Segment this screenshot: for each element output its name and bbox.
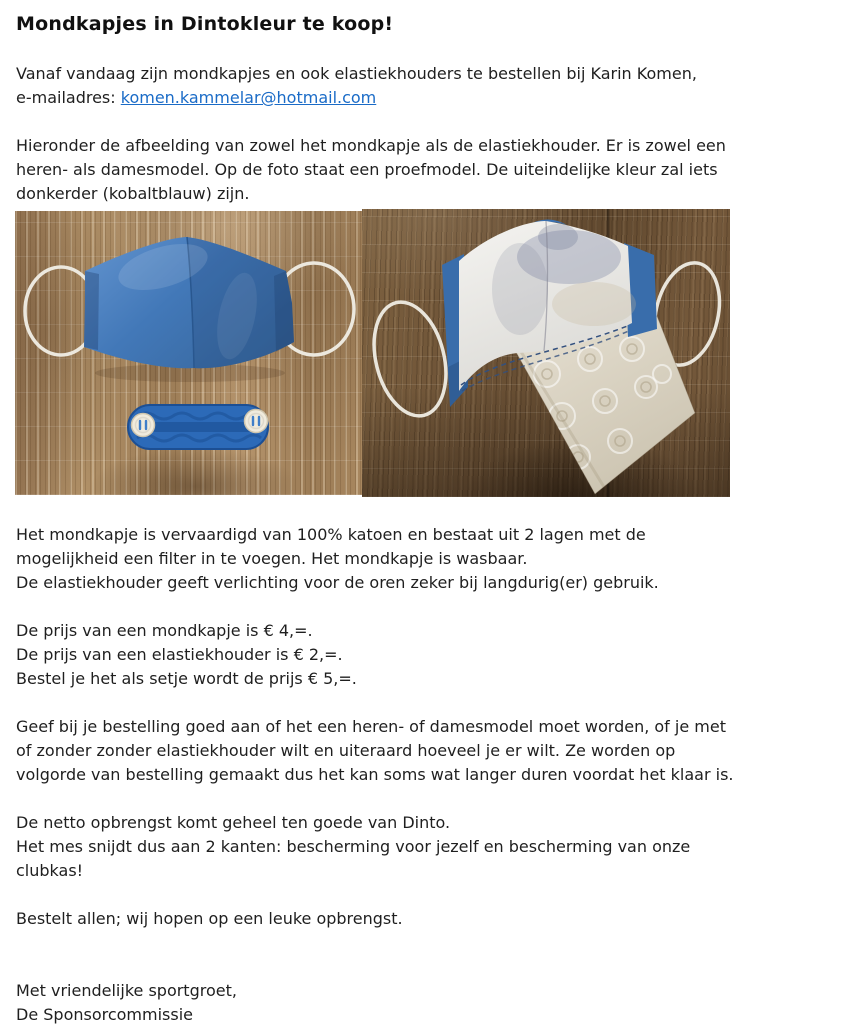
text-line: De elastiekhouder geeft verlichting voor de oren zeker bij langdurig(er) gebruik. (16, 573, 659, 592)
text-line: mogelijkheid een filter in te voegen. Het mondkapje is wasbaar. (16, 549, 528, 568)
text-line: Vanaf vandaag zijn mondkapjes en ook elastiekhouders te bestellen bij Karin Komen, (16, 64, 697, 83)
ear-loop-left (363, 294, 457, 423)
text-line: De netto opbrengst komt geheel ten goede van Dinto. (16, 813, 451, 832)
paragraph-bestelling (16, 715, 826, 787)
text-line: Bestelt allen; wij hopen op een leuke opbrengst. (16, 909, 403, 928)
price-line-elastiekhouder: De prijs van een elastiekhouder is € 2,=. (16, 645, 343, 664)
elastic-holder (128, 405, 268, 449)
paragraph-intro (16, 62, 826, 110)
text-line: volgorde van bestelling gemaakt dus het kan soms wat langer duren voordat het klaar is. (16, 765, 734, 784)
photo-mask-front (15, 211, 362, 495)
text-line: donkerder (kobaltblauw) zijn. (16, 184, 250, 203)
mask-inside-drawing (362, 209, 730, 497)
paragraph-opbrengst (16, 811, 826, 883)
button-left (132, 414, 155, 437)
email-link[interactable]: komen.kammelar@hotmail.com (120, 88, 377, 107)
blue-mask (84, 235, 294, 382)
paragraph-afbeelding (16, 134, 826, 206)
text-line: of zonder zonder elastiekhouder wilt en uiteraard hoeveel je er wilt. Ze worden op (16, 741, 676, 760)
text-line: Geef bij je bestelling goed aan of het een heren- of damesmodel moet worden, of je met (16, 717, 726, 736)
paragraph-materiaal (16, 523, 826, 595)
text-line: Het mes snijdt dus aan 2 kanten: bescherming voor jezelf en bescherming van onze (16, 837, 691, 856)
email-line (16, 86, 826, 110)
page-title: Mondkapjes in Dintokleur te koop! (16, 13, 394, 35)
button-right (245, 410, 268, 433)
text-line: clubkas! (16, 861, 84, 880)
paragraph-prijzen (16, 619, 826, 691)
signature-line: De Sponsorcommissie (16, 1005, 194, 1024)
mask-front-drawing (15, 211, 362, 495)
paragraph-afsluiting (16, 979, 826, 1027)
closing-line: Met vriendelijke sportgroet, (16, 981, 237, 1000)
text-line: Hieronder de afbeelding van zowel het mondkapje als de elastiekhouder. Er is zowel een (16, 136, 726, 155)
text-line: Het mondkapje is vervaardigd van 100% katoen en bestaat uit 2 lagen met de (16, 525, 646, 544)
price-line-setje: Bestel je het als setje wordt de prijs € 5,=. (16, 669, 357, 688)
paragraph-oproep (16, 907, 826, 931)
price-line-mondkapje: De prijs van een mondkapje is € 4,=. (16, 621, 313, 640)
text-line: heren- als damesmodel. Op de foto staat een proefmodel. De uiteindelijke kleur zal iets (16, 160, 718, 179)
photo-row (15, 209, 826, 497)
email-label: e-mailadres: (16, 88, 121, 107)
photo-mask-inside (362, 209, 730, 497)
